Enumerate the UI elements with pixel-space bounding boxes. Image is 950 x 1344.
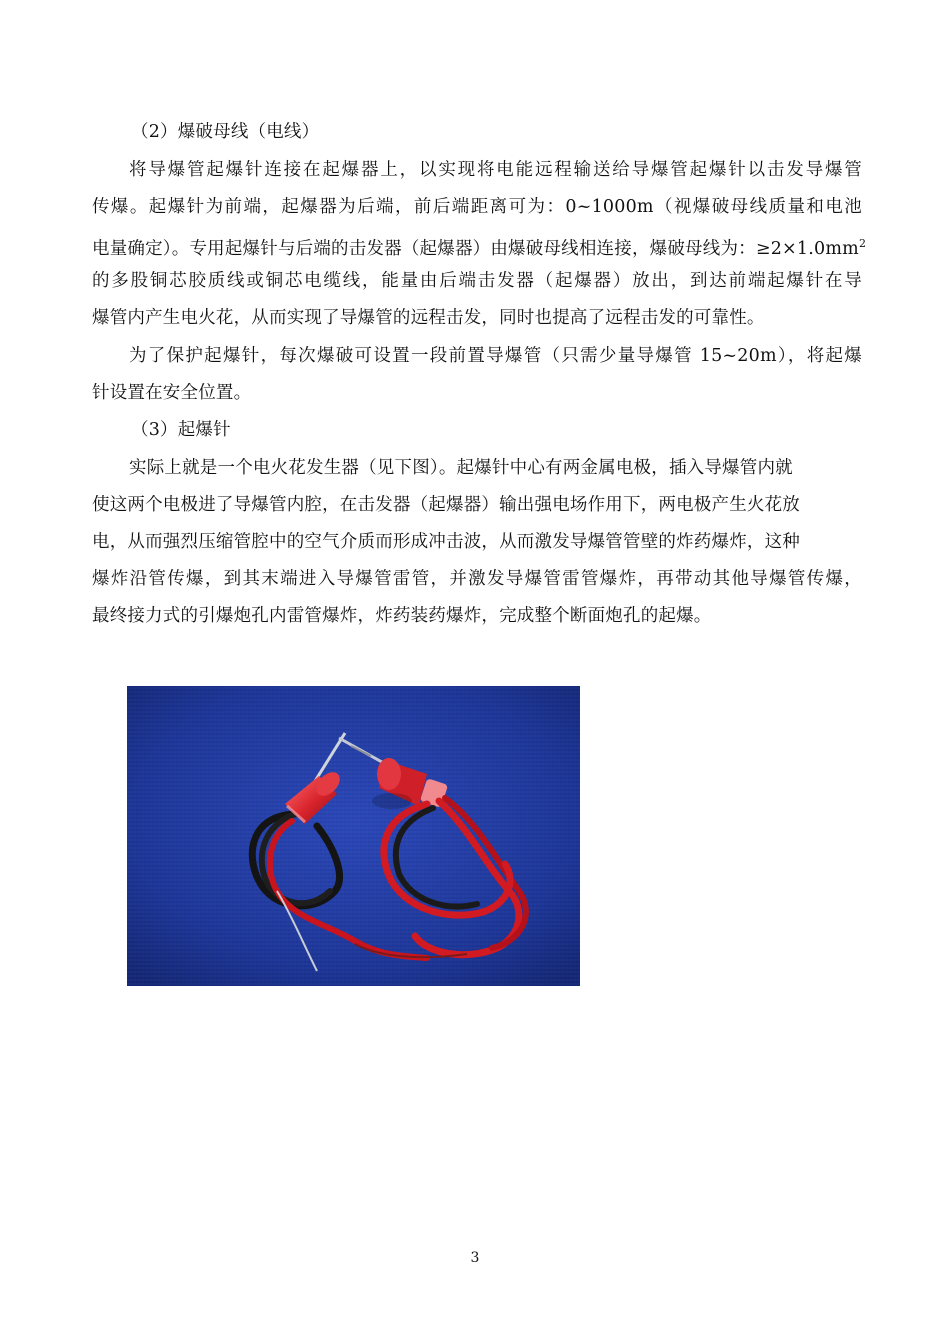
section-heading-blasting-wire: （2）爆破母线（电线） [131,122,320,142]
paragraph-line: 的多股铜芯胶质线或铜芯电缆线，能量由后端击发器（起爆器）放出，到达前端起爆针在导 [92,271,862,291]
page-number: 3 [470,1250,480,1266]
paragraph-line: 电，从而强烈压缩管腔中的空气介质而形成冲击波，从而激发导爆管管壁的炸药爆炸，这种 [92,532,800,552]
paragraph-line: 针设置在安全位置。 [92,383,252,403]
paragraph-line-text: 电量确定）。专用起爆针与后端的击发器（起爆器）由爆破母线相连接，爆破母线为：≥2×1.0mm [92,239,859,259]
superscript-2: 2 [858,237,867,250]
paragraph-line [92,233,867,260]
paragraph-line: 爆炸沿管传爆，到其末端进入导爆管雷管，并激发导爆管雷管爆炸，再带动其他导爆管传爆， [92,569,862,589]
detonator-needle-photo [127,686,580,986]
paragraph-line: 最终接力式的引爆炮孔内雷管爆炸，炸药装药爆炸，完成整个断面炮孔的起爆。 [92,606,712,626]
section-heading-detonator-needle: （3）起爆针 [131,420,231,440]
paragraph-line: 传爆。起爆针为前端，起爆器为后端，前后端距离可为：0~1000m（视爆破母线质量和电池 [92,197,862,217]
paragraph-line: 为了保护起爆针，每次爆破可设置一段前置导爆管（只需少量导爆管 15~20m），将起爆 [129,346,862,366]
paragraph-line: 使这两个电极进了导爆管内腔，在击发器（起爆器）输出强电场作用下，两电极产生火花放 [92,495,800,515]
paragraph-line: 实际上就是一个电火花发生器（见下图）。起爆针中心有两金属电极，插入导爆管内就 [129,458,793,478]
paragraph-line: 爆管内产生电火花，从而实现了导爆管的远程击发，同时也提高了远程击发的可靠性。 [92,308,765,328]
paragraph-line: 将导爆管起爆针连接在起爆器上，以实现将电能远程输送给导爆管起爆针以击发导爆管 [129,160,862,180]
